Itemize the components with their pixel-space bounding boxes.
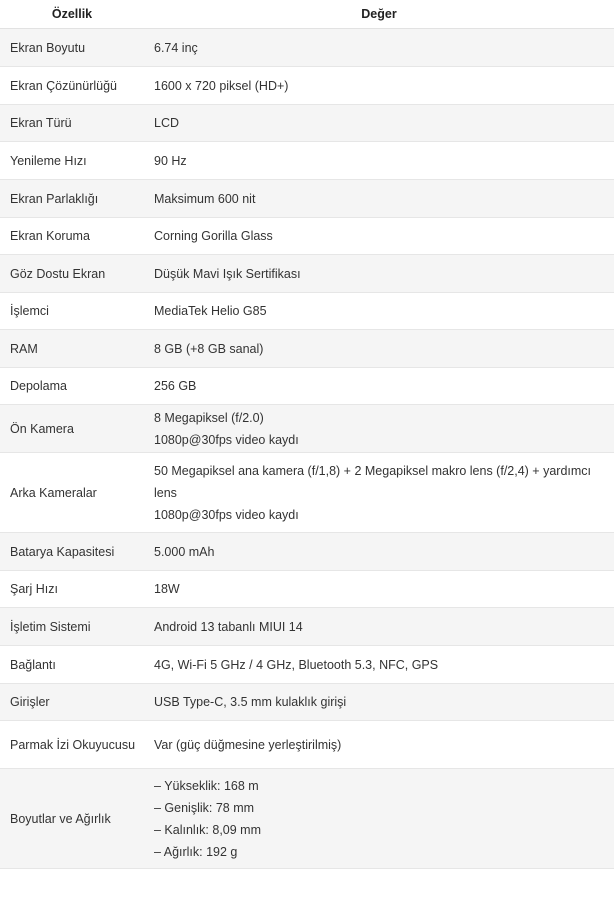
feature-cell: Parmak İzi Okuyucusu [0,721,144,769]
value-cell [144,571,614,608]
table-row [0,29,614,67]
table-row [0,721,614,769]
table-row [0,368,614,405]
feature-column-header: Özellik [0,0,144,29]
value-line: 18W [154,582,180,596]
value-column-header: Değer [144,0,614,29]
value-cell [144,405,614,453]
value-line: Maksimum 600 nit [154,191,256,206]
value-cell [144,255,614,293]
feature-cell: İşlemci [0,293,144,330]
feature-cell: Arka Kameralar [0,453,144,533]
value-cell [144,533,614,571]
table-row [0,769,614,869]
value-line: 1080p@30fps video kaydı [154,507,299,522]
value-line: USB Type-C, 3.5 mm kulaklık girişi [154,695,347,709]
value-cell [144,105,614,142]
value-line: 1600 x 720 piksel (HD+) [154,78,289,93]
feature-cell: Ekran Parlaklığı [0,180,144,218]
table-row [0,330,614,368]
value-cell [144,368,614,405]
feature-cell: Batarya Kapasitesi [0,533,144,571]
value-line: Var (güç düğmesine yerleştirilmiş) [154,737,342,752]
header-row [0,0,614,29]
value-line: 4G, Wi-Fi 5 GHz / 4 GHz, Bluetooth 5.3, NFC, GPS [154,657,439,672]
feature-cell: Ekran Çözünürlüğü [0,67,144,105]
table-row [0,255,614,293]
value-cell [144,769,614,869]
value-line: – Ağırlık: 192 g [154,844,238,859]
value-line: – Genişlik: 78 mm [154,800,255,815]
value-cell [144,142,614,180]
value-cell [144,646,614,684]
value-cell [144,608,614,646]
table-row [0,684,614,721]
feature-cell: Ekran Koruma [0,218,144,255]
table-row [0,105,614,142]
feature-cell: Ekran Türü [0,105,144,142]
feature-cell: Bağlantı [0,646,144,684]
value-cell [144,67,614,105]
value-line: Corning Gorilla Glass [154,229,273,243]
value-line: LCD [154,116,180,130]
feature-cell: Yenileme Hızı [0,142,144,180]
value-cell [144,180,614,218]
value-cell [144,29,614,67]
feature-cell: İşletim Sistemi [0,608,144,646]
spec-table-body [0,29,614,869]
feature-cell: Ekran Boyutu [0,29,144,67]
feature-cell: Boyutlar ve Ağırlık [0,769,144,869]
feature-cell: Ön Kamera [0,405,144,453]
table-row [0,142,614,180]
value-line: MediaTek Helio G85 [154,304,267,318]
table-row [0,405,614,453]
value-line: Android 13 tabanlı MIUI 14 [154,619,303,634]
value-cell [144,684,614,721]
value-line: 5.000 mAh [154,544,215,559]
table-row [0,67,614,105]
value-line: – Yükseklik: 168 m [154,778,259,793]
value-line: 90 Hz [154,153,187,168]
table-row [0,646,614,684]
table-row [0,453,614,533]
feature-cell: Girişler [0,684,144,721]
table-row [0,533,614,571]
value-line: 6.74 inç [154,40,198,55]
feature-cell: Şarj Hızı [0,571,144,608]
feature-cell: RAM [0,330,144,368]
value-line: – Kalınlık: 8,09 mm [154,822,261,837]
table-row [0,608,614,646]
value-line: 1080p@30fps video kaydı [154,432,299,447]
value-cell [144,293,614,330]
value-line: Düşük Mavi Işık Sertifikası [154,266,301,281]
feature-cell: Göz Dostu Ekran [0,255,144,293]
table-row [0,293,614,330]
table-row [0,571,614,608]
value-cell [144,721,614,769]
feature-cell: Depolama [0,368,144,405]
value-cell [144,218,614,255]
value-line: 50 Megapiksel ana kamera (f/1,8) + 2 Megapiksel makro lens (f/2,4) + yardımcı lens [154,463,591,500]
table-row [0,218,614,255]
value-cell [144,453,614,533]
value-line: 8 Megapiksel (f/2.0) [154,410,264,425]
value-cell [144,330,614,368]
value-line: 8 GB (+8 GB sanal) [154,341,264,356]
value-line: 256 GB [154,379,197,393]
table-row [0,180,614,218]
